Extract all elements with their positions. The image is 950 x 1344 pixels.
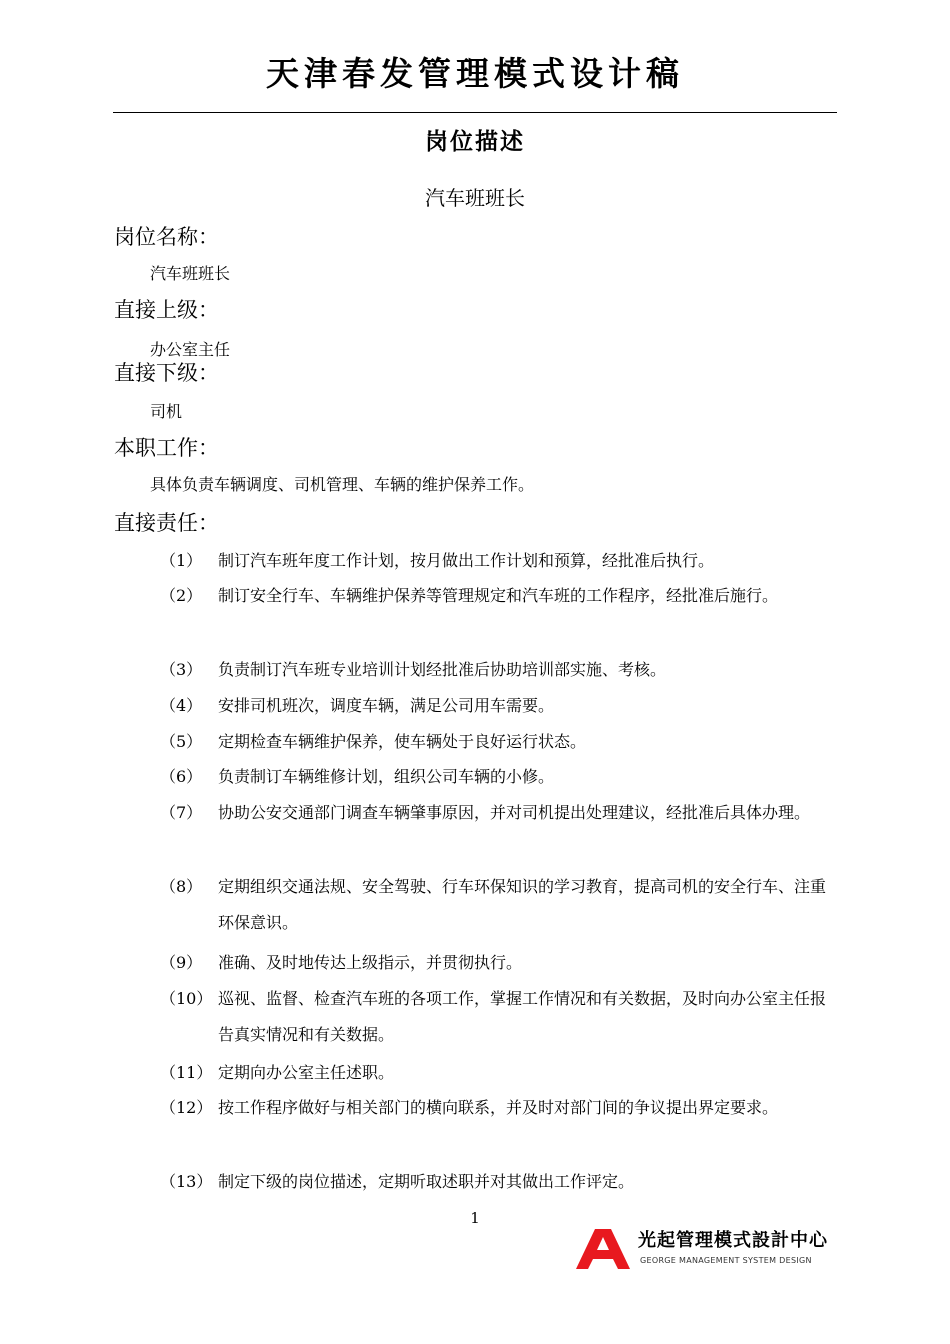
section-heading-subordinate: 直接下级：	[114, 361, 219, 385]
duty-text: 安排司机班次，调度车辆，满足公司用车需要。	[218, 696, 555, 715]
duty-text: 定期检查车辆维护保养，使车辆处于良好运行状态。	[218, 732, 587, 751]
duty-item	[160, 652, 840, 688]
duty-item	[160, 759, 840, 795]
duty-text: 协助公安交通部门调查车辆肇事原因，并对司机提出处理建议，经批准后具体办理。	[218, 803, 811, 822]
duty-number: （11）	[160, 1063, 213, 1082]
duty-text: 制定下级的岗位描述，定期听取述职并对其做出工作评定。	[218, 1172, 635, 1191]
duty-item	[160, 688, 840, 724]
duty-number: （13）	[160, 1172, 213, 1191]
duty-text: 制订安全行车、车辆维护保养等管理规定和汽车班的工作程序，经批准后施行。	[218, 586, 779, 605]
section-heading-superior: 直接上级：	[114, 298, 219, 322]
logo-name: 光起管理模式設計中心	[638, 1230, 828, 1251]
duty-number: （5）	[160, 732, 203, 751]
company-logo	[574, 1226, 838, 1272]
duty-item	[160, 543, 840, 579]
position-title: 汽车班班长	[425, 186, 525, 210]
section-heading-duties: 直接责任：	[114, 511, 219, 535]
duty-item	[160, 578, 840, 614]
duty-number: （7）	[160, 803, 203, 822]
section-value-position-name: 汽车班班长	[150, 264, 231, 283]
duty-item	[160, 1164, 840, 1200]
page-number: 1	[470, 1209, 480, 1227]
duty-text: 制订汽车班年度工作计划，按月做出工作计划和预算，经批准后执行。	[218, 551, 715, 570]
duty-number: （8）	[160, 877, 203, 896]
duty-number: （2）	[160, 586, 203, 605]
duty-text: 负责制订汽车班专业培训计划经批准后协助培训部实施、考核。	[218, 660, 667, 679]
duty-item	[160, 795, 840, 831]
duty-item	[160, 981, 840, 1053]
page-title: 天津春发管理模式设计稿	[266, 54, 684, 93]
duty-item	[160, 945, 840, 981]
section-value-subordinate: 司机	[150, 402, 183, 421]
section-heading-position-name: 岗位名称：	[114, 225, 219, 249]
document-type: 岗位描述	[425, 129, 525, 155]
duty-text: 负责制订车辆维修计划，组织公司车辆的小修。	[218, 767, 555, 786]
section-heading-main-work: 本职工作：	[114, 436, 219, 460]
header-divider	[113, 112, 837, 113]
duty-item	[160, 724, 840, 760]
duty-item	[160, 869, 840, 941]
duty-number: （10）	[160, 989, 213, 1008]
duty-number: （4）	[160, 696, 203, 715]
section-value-superior: 办公室主任	[150, 340, 231, 359]
duty-number: （3）	[160, 660, 203, 679]
section-value-main-work: 具体负责车辆调度、司机管理、车辆的维护保养工作。	[150, 475, 535, 494]
logo-subtitle: GEORGE MANAGEMENT SYSTEM DESIGN	[640, 1256, 812, 1265]
duty-text: 准确、及时地传达上级指示，并贯彻执行。	[218, 953, 523, 972]
duty-text: 定期向办公室主任述职。	[218, 1063, 395, 1082]
duty-text: 定期组织交通法规、安全驾驶、行车环保知识的学习教育，提高司机的安全行车、注重环保意识。	[218, 877, 827, 932]
duty-text: 按工作程序做好与相关部门的横向联系，并及时对部门间的争议提出界定要求。	[218, 1098, 779, 1117]
duty-item	[160, 1055, 840, 1091]
duty-number: （1）	[160, 551, 203, 570]
logo-a-icon	[574, 1227, 634, 1271]
duty-number: （12）	[160, 1098, 213, 1117]
duty-number: （9）	[160, 953, 203, 972]
duty-text: 巡视、监督、检查汽车班的各项工作，掌握工作情况和有关数据，及时向办公室主任报告真实情况和有关数据。	[218, 989, 827, 1044]
duty-item	[160, 1090, 840, 1126]
duty-number: （6）	[160, 767, 203, 786]
